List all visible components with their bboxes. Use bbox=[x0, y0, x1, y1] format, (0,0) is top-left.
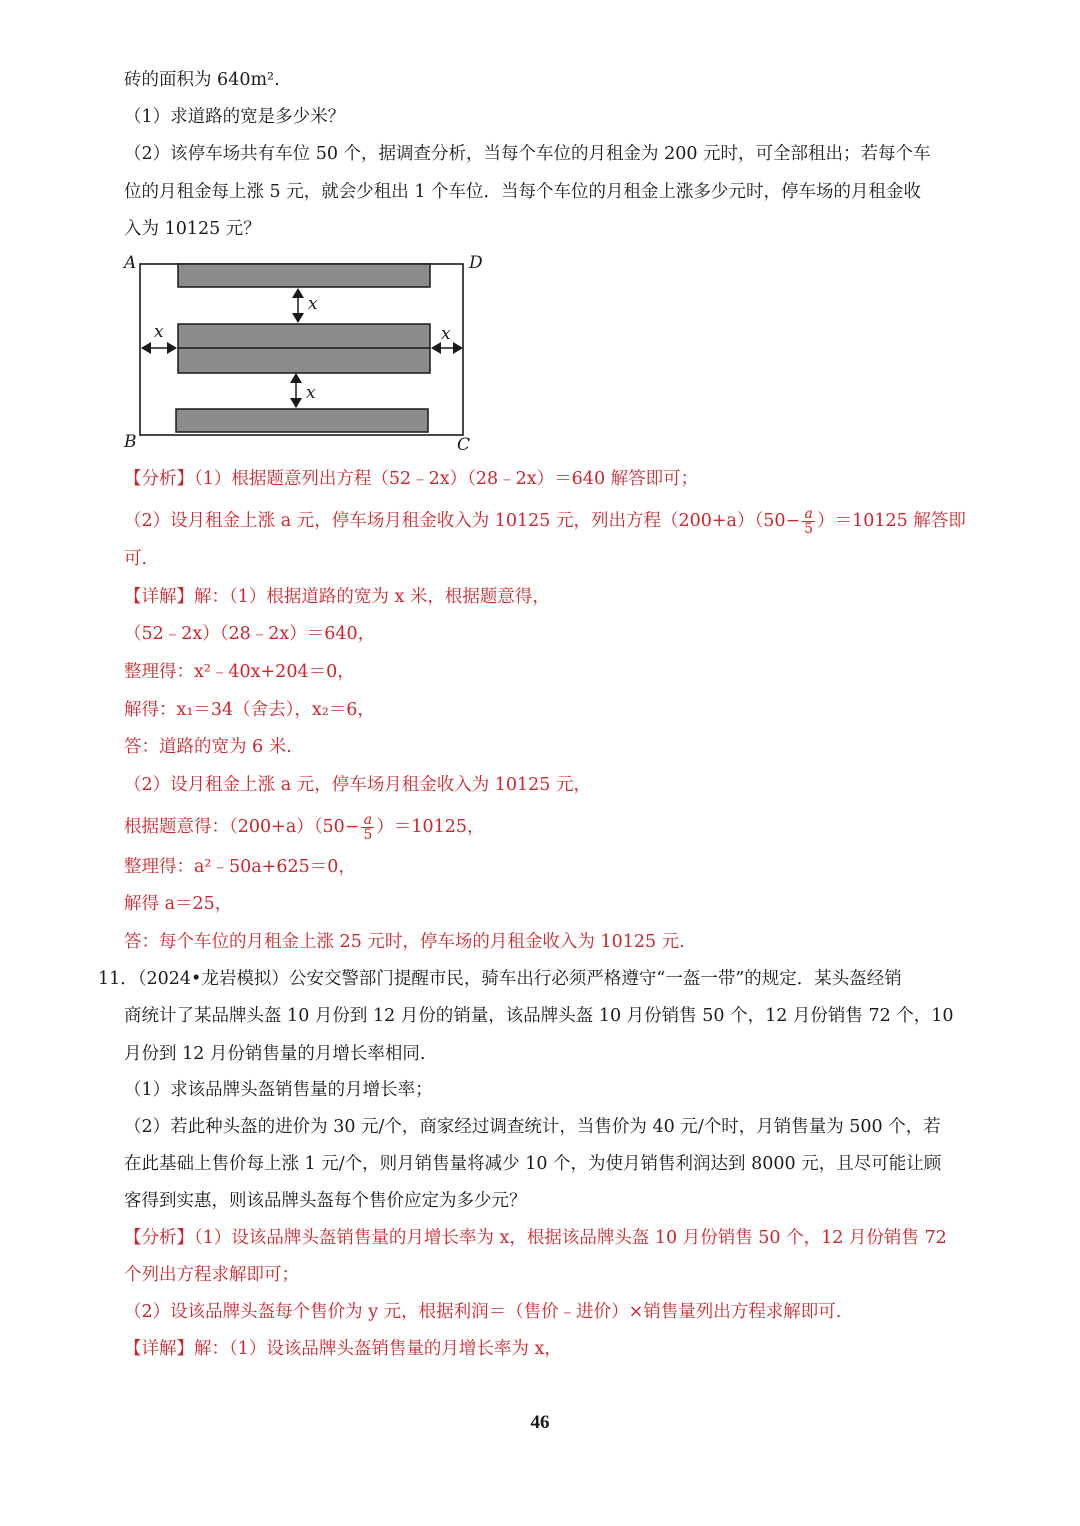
problem11-line3: 月份到 12 月份销售量的月增长率相同. bbox=[124, 1044, 426, 1064]
bottom-gap-x-label: x bbox=[306, 383, 316, 403]
detail10-line10: 答：每个车位的月租金上涨 25 元时，停车场的月租金收入为 10125 元. bbox=[124, 932, 685, 952]
bottom-gap-arrow bbox=[290, 373, 302, 408]
corner-c-label: C bbox=[457, 435, 471, 455]
fraction-denominator: 5 bbox=[363, 827, 373, 843]
detail-tag: 【详解】 bbox=[124, 1339, 194, 1359]
problem10-line0: 砖的面积为 640m². bbox=[124, 70, 280, 90]
top-gap-arrow bbox=[292, 288, 304, 323]
analysis11-line1-text: （1）设该品牌头盔销售量的月增长率为 x，根据该品牌头盔 10 月份销售 50 个，12 月份销售 72 bbox=[194, 1228, 947, 1248]
analysis-tag: 【分析】 bbox=[124, 1228, 194, 1248]
analysis10-line2-b: ）＝10125 解答即 bbox=[817, 511, 966, 531]
left-gap-x-label: x bbox=[154, 322, 164, 342]
left-gap-arrow bbox=[141, 342, 177, 354]
analysis11-line2: 个列出方程求解即可； bbox=[124, 1265, 299, 1285]
problem11-q2-line1: （2）若此种头盔的进价为 30 元/个，商家经过调查统计，当售价为 40 元/个时，月销售量为 500 个，若 bbox=[124, 1117, 941, 1137]
problem10-q2-line3: 入为 10125 元？ bbox=[124, 219, 261, 239]
detail11-line1-text: 解：（1）设该品牌头盔销售量的月增长率为 x， bbox=[194, 1339, 562, 1359]
problem11-line1: 11．（2024•龙岩模拟）公安交警部门提醒市民，骑车出行必须严格遵守“一盔一带”的规定．某头盔经销 bbox=[98, 969, 902, 989]
analysis10-line2 bbox=[124, 507, 966, 536]
analysis10-line1 bbox=[124, 467, 698, 491]
detail10-line4: 解得：x₁＝34（舍去），x₂＝6， bbox=[124, 700, 375, 720]
corner-b-label: B bbox=[124, 432, 137, 452]
bottom-strip bbox=[176, 409, 428, 432]
analysis11-line1 bbox=[124, 1226, 947, 1250]
detail10-line1 bbox=[124, 585, 550, 609]
problem10-q2-line1: （2）该停车场共有车位 50 个，据调查分析，当每个车位的月租金为 200 元时，可全部租出；若每个车 bbox=[124, 144, 931, 164]
fraction-a-over-5 bbox=[802, 507, 815, 536]
problem11-q2-line3: 客得到实惠，则该品牌头盔每个售价应定为多少元？ bbox=[124, 1191, 527, 1211]
detail10-line5: 答：道路的宽为 6 米. bbox=[124, 737, 292, 757]
analysis10-line2-a: （2）设月租金上涨 a 元，停车场月租金收入为 10125 元，列出方程（200+a）（50− bbox=[124, 511, 801, 531]
detail10-line1-text: 解：（1）根据道路的宽为 x 米，根据题意得， bbox=[194, 587, 550, 607]
analysis-tag: 【分析】 bbox=[124, 469, 194, 489]
detail11-line1 bbox=[124, 1337, 562, 1361]
fraction-numerator: a bbox=[361, 813, 374, 828]
fraction-denominator: 5 bbox=[804, 521, 814, 537]
detail10-line9: 解得 a＝25， bbox=[124, 894, 233, 914]
problem11-q1: （1）求该品牌头盔销售量的月增长率； bbox=[124, 1080, 433, 1100]
fraction-a-over-5 bbox=[361, 813, 374, 842]
corner-d-label: D bbox=[469, 253, 483, 273]
analysis10-line1-text: （1）根据题意列出方程（52﹣2x）（28﹣2x）＝640 解答即可； bbox=[194, 469, 699, 489]
detail10-line7-a: 根据题意得：（200+a）（50− bbox=[124, 817, 360, 837]
problem11-line2: 商统计了某品牌头盔 10 月份到 12 月份的销量，该品牌头盔 10 月份销售 50 个，12 月份销售 72 个，10 bbox=[124, 1006, 954, 1026]
analysis10-line3: 可. bbox=[124, 549, 148, 569]
analysis11-line3: （2）设该品牌头盔每个售价为 y 元，根据利润＝（售价﹣进价）×销售量列出方程求解即可. bbox=[124, 1302, 842, 1322]
detail10-line6: （2）设月租金上涨 a 元，停车场月租金收入为 10125 元， bbox=[124, 775, 591, 795]
top-strip bbox=[178, 264, 430, 287]
detail10-line7-b: ）＝10125， bbox=[376, 817, 485, 837]
detail10-line8: 整理得：a²﹣50a+625＝0， bbox=[124, 857, 356, 877]
right-gap-x-label: x bbox=[441, 324, 451, 344]
problem10-q1: （1）求道路的宽是多少米？ bbox=[124, 107, 346, 127]
corner-a-label: A bbox=[124, 253, 137, 273]
problem11-q2-line2: 在此基础上售价每上涨 1 元/个，则月销售量将减少 10 个，为使月销售利润达到 8000 元，且尽可能让顾 bbox=[124, 1154, 942, 1174]
detail10-line3: 整理得：x²﹣40x+204＝0， bbox=[124, 662, 355, 682]
fraction-numerator: a bbox=[802, 507, 815, 522]
detail10-line7 bbox=[124, 813, 485, 842]
page-number: 46 bbox=[530, 1412, 550, 1433]
parking-lot-figure bbox=[118, 250, 498, 455]
problem10-q2-line2: 位的月租金每上涨 5 元，就会少租出 1 个车位．当每个车位的月租金上涨多少元时，停车场的月租金收 bbox=[124, 182, 922, 202]
detail-tag: 【详解】 bbox=[124, 587, 194, 607]
detail10-line2: （52﹣2x）（28﹣2x）＝640， bbox=[124, 624, 376, 644]
top-gap-x-label: x bbox=[308, 294, 318, 314]
